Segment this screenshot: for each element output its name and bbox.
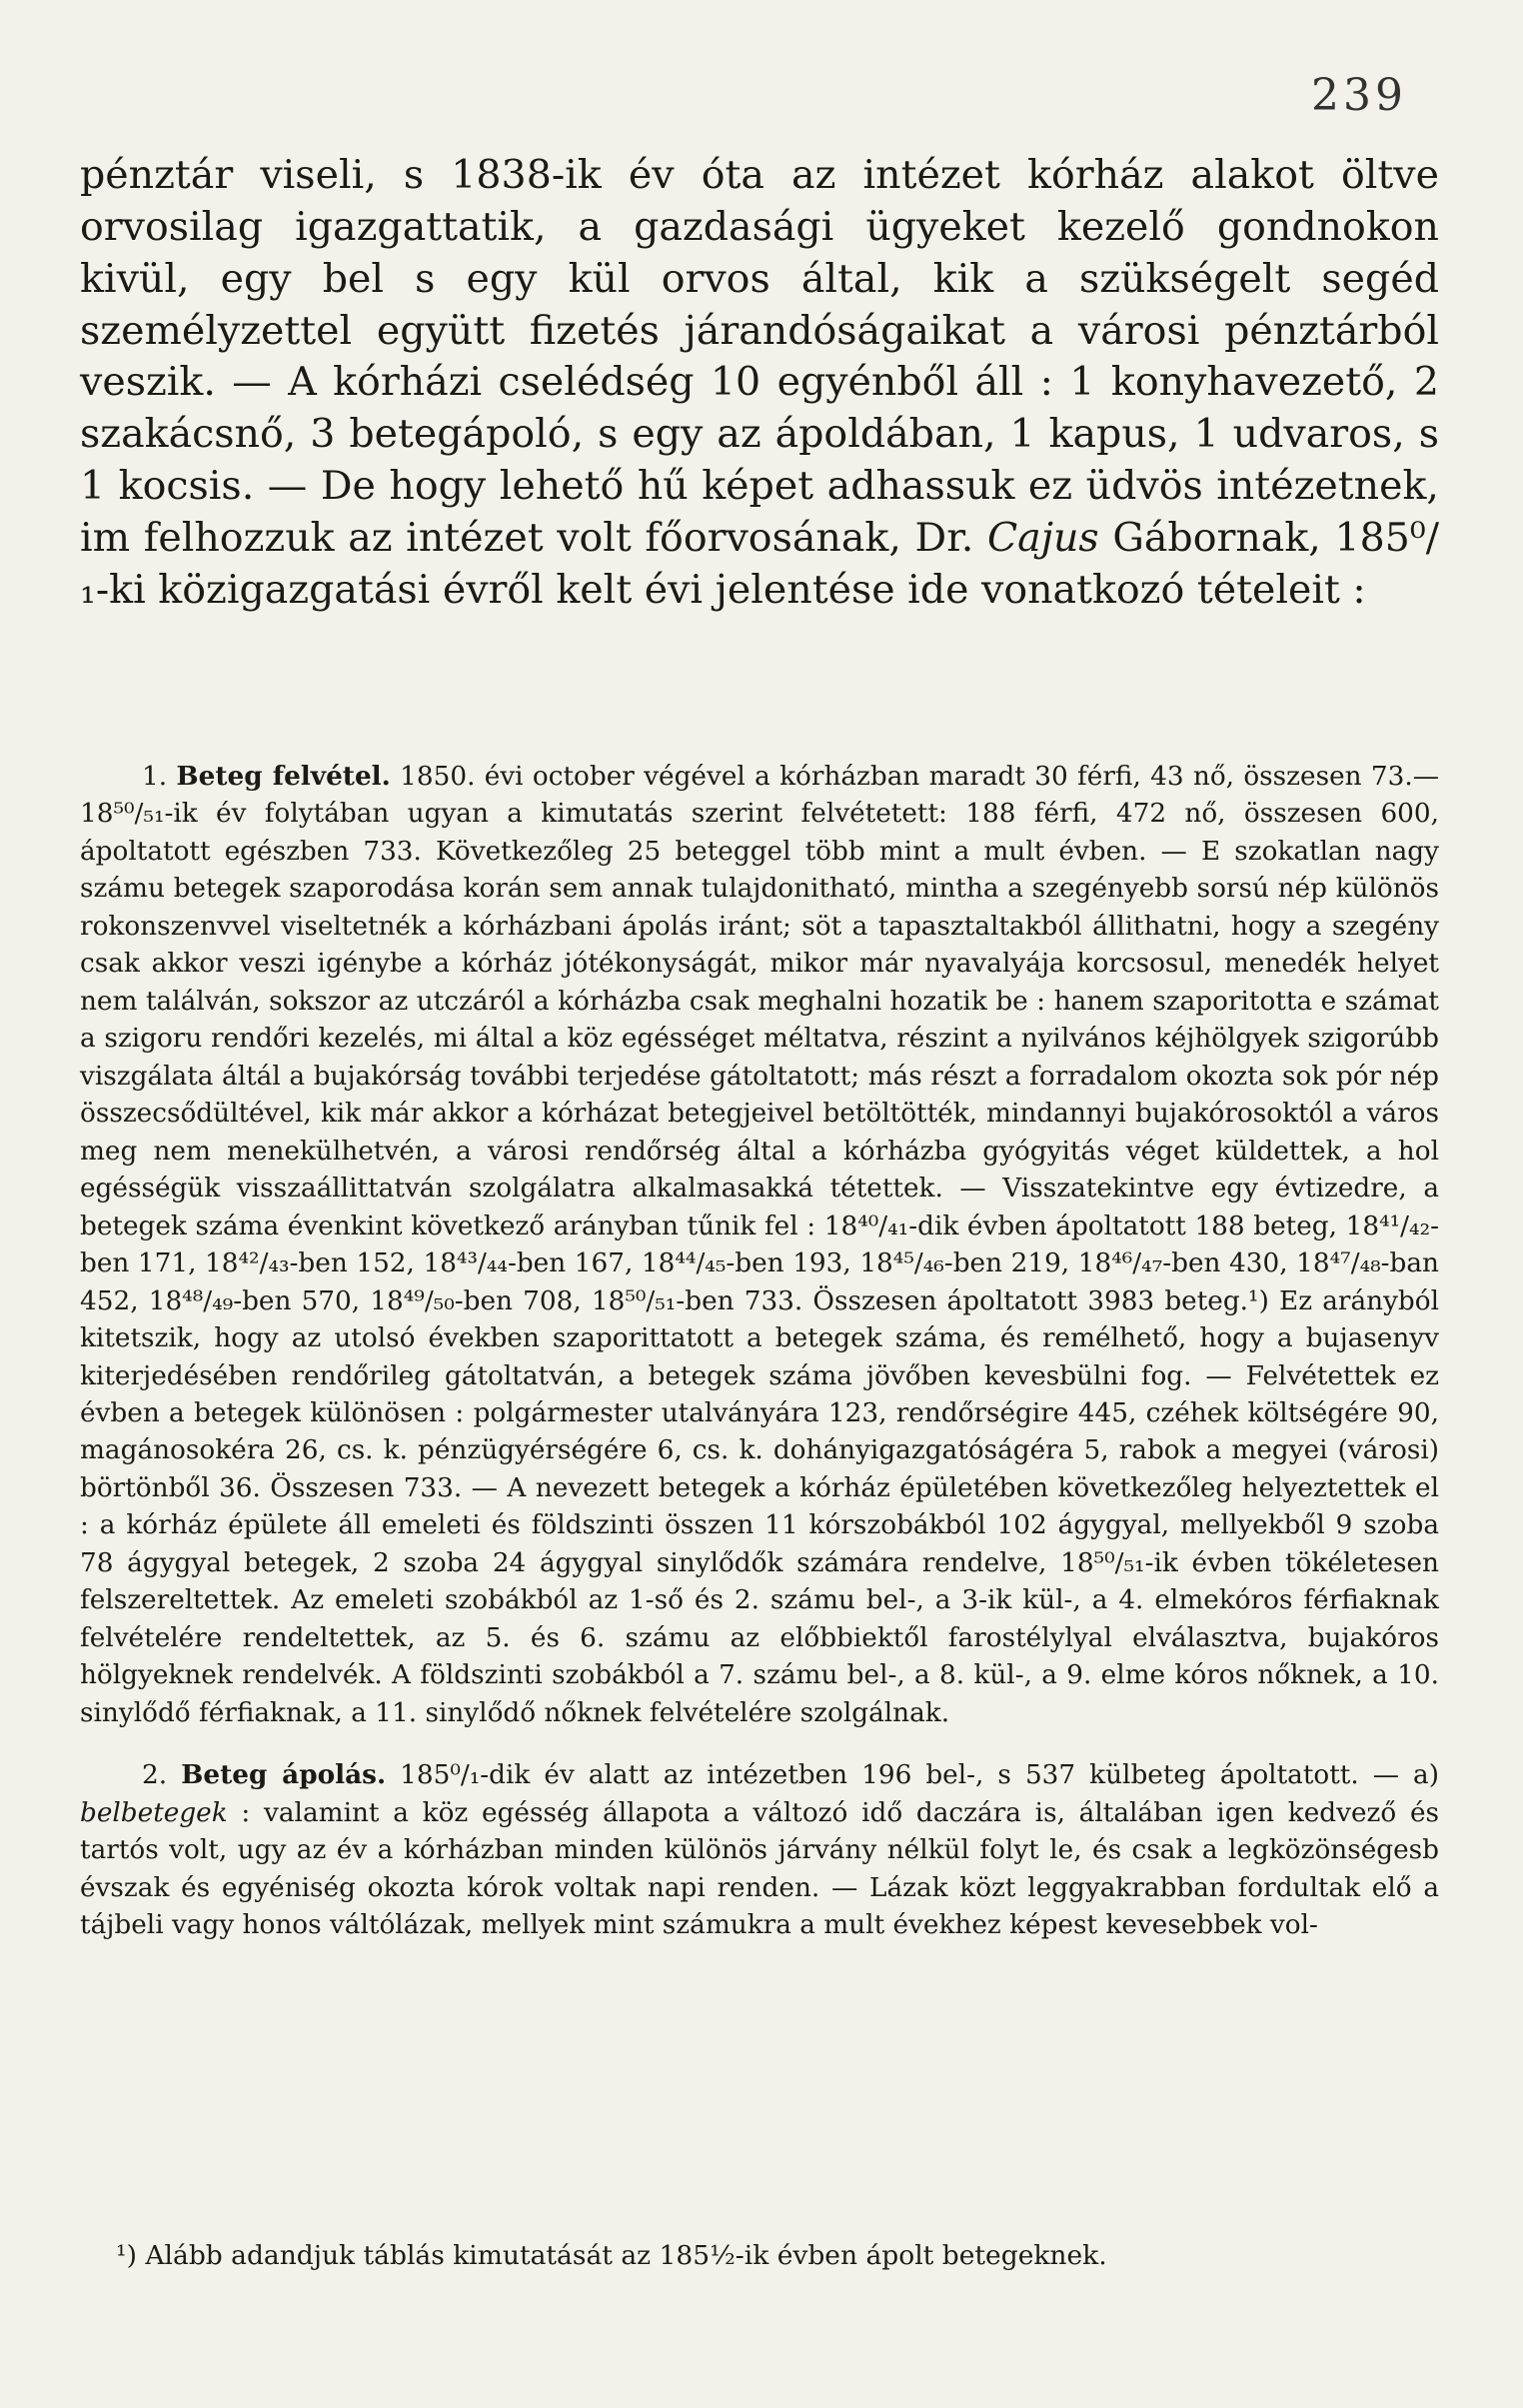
footnote <box>80 2237 1439 2274</box>
section2-term: belbetegek <box>80 1797 228 1828</box>
section2-text-part1: 185⁰/₁-dik év alatt az intézetben 196 bel-, s 537 külbeteg ápoltatott. — a) <box>400 1760 1439 1791</box>
section2-heading: Beteg ápolás. <box>181 1759 387 1791</box>
footnote-marker: ¹) <box>116 2240 137 2271</box>
intro-paragraph <box>80 150 1439 617</box>
intro-text-part2: Gábornak, 185⁰/₁-ki közigazgatási évről kelt évi jelentése ide vonatkozó tételeit : <box>80 515 1440 613</box>
intro-text-part1: pénztár viseli, s 1838-ik év óta az intézet kórház alakot öltve orvosilag igazgattatik, a gazdasági ügyeket kezelő gondnokon kivül, egy bel s egy kül orvos által, kik a szükségelt segéd személyzettel együtt fizetés járandóságaikat a városi pénztárból veszik. — A kórházi cselédség 10 egyénből áll : 1 konyhavezető, 2 szakácsnő, 3 betegápoló, s egy az ápoldában, 1 kapus, 1 udvaros, s 1 kocsis. — De hogy lehető hű képet adhassuk ez üdvös intézetnek, im felhozzuk az intézet volt főorvosának, Dr. <box>80 152 1439 562</box>
section2-number: 2. <box>142 1760 168 1791</box>
section-beteg-apolas <box>80 1756 1439 1944</box>
section1-text: 1850. évi october végével a kórházban maradt 30 férfi, 43 nő, összesen 73.— 18⁵⁰/₅₁-ik év folytában ugyan a kimutatás szerint felvétetett: 188 férfi, 472 nő, összesen 600, ápoltatott egészben 733. Következőleg 25 beteggel több mint a mult évben. — E szokatlan nagy számu betegek szaporodása korán sem annak tulajdonitható, mintha a szegényebb sorsú nép különös rokonszenvvel viseltetnék a kórházbani ápolás iránt; söt a tapasztaltakból állithatni, hogy a szegény csak akkor veszi igénybe a kórház jótékonyságát, mikor már nyavalyája korcsosul, menedék helyet nem találván, sokszor az utczáról a kórházba csak meghalni hozatik be : hanem szaporitotta e számat a szigoru rendőri kezelés, mi által a köz egésséget méltatva, részint a nyilvános kéjhölgyek szigorúbb viszgálata áltál a bujakórság további terjedése gátoltatott; más részt a forradalom okozta sok pór nép összecsődültével, kik már akkor a kórházat betegjeivel betöltötték, mindannyi bujakórosoktól a város meg nem menekülhetvén, a városi rendőrség által a kórházba gyógyitás véget küldettek, a hol egésségük visszaállittatván szolgálatra alkalmasakká tétettek. — Visszatekintve egy évtizedre, a betegek száma évenkint következő arányban tűnik fel : 18⁴⁰/₄₁-dik évben ápoltatott 188 beteg, 18⁴¹/₄₂-ben 171, 18⁴²/₄₃-ben 152, 18⁴³/₄₄-ben 167, 18⁴⁴/₄₅-ben 193, 18⁴⁵/₄₆-ben 219, 18⁴⁶/₄₇-ben 430, 18⁴⁷/₄₈-ban 452, 18⁴⁸/₄₉-ben 570, 18⁴⁹/₅₀-ben 708, 18⁵⁰/₅₁-ben 733. Összesen ápoltatott 3983 beteg.¹) Ez arányból kitetszik, hogy az utolsó években szaporittatott a betegek száma, és remélhető, hogy a bujasenyv kiterjedésében rendőrileg gátoltatván, a betegek száma jövőben kevesbülni fog. — Felvétettek ez évben a betegek különösen : polgármester utalványára 123, rendőrségire 445, czéhek költségére 90, magánosokéra 26, cs. k. pénzügyérségére 6, cs. k. dohányigazgatóságéra 5, rabok a megyei (városi) börtönből 36. Összesen 733. — A nevezett betegek a kórház épületében következőleg helyeztettek el : a kórház épülete áll emeleti és földszinti összen 11 kórszobákból 102 ágygyal, mellyekből 9 szoba 78 ágygyal betegek, 2 szoba 24 ágygyal sinylődők számára rendelve, 18⁵⁰/₅₁-ik évben tökéletesen felszereltettek. Az emeleti szobákból az 1-ső és 2. számu bel-, a 3-ik kül-, a 4. elmekóros férfiaknak felvételére rendeltettek, az 5. és 6. számu az előbbiektől farostélylyal elválasztva, bujakóros hölgyeknek rendelvék. A földszinti szobákból a 7. számu bel-, a 8. kül-, a 9. elme kóros nőknek, a 10. sinylődő férfiaknak, a 11. sinylődő nőknek felvételére szolgálnak. <box>80 762 1440 1728</box>
section1-number: 1. <box>142 762 168 792</box>
footnote-text: Alább adandjuk táblás kimutatását az 185½-ik évben ápolt betegeknek. <box>145 2240 1107 2271</box>
section1-heading: Beteg felvétel. <box>176 761 391 792</box>
page-number: 239 <box>1311 70 1407 121</box>
intro-name: Cajus <box>986 515 1099 562</box>
sections <box>80 758 1439 1945</box>
section2-text-part2: : valamint a köz egésség állapota a változó idő daczára is, általában igen kedvező és tartós volt, ugy az év a kórházban minden különös járvány nélkül folyt le, és csak a legközönségesb évszak és egyéniség okozta kórok voltak napi renden. — Lázak közt leggyakrabban fordultak elő a tájbeli vagy honos váltólázak, mellyek mint számukra a mult évekhez képest kevesebbek vol- <box>80 1797 1439 1941</box>
section-beteg-felvetel <box>80 758 1439 1732</box>
